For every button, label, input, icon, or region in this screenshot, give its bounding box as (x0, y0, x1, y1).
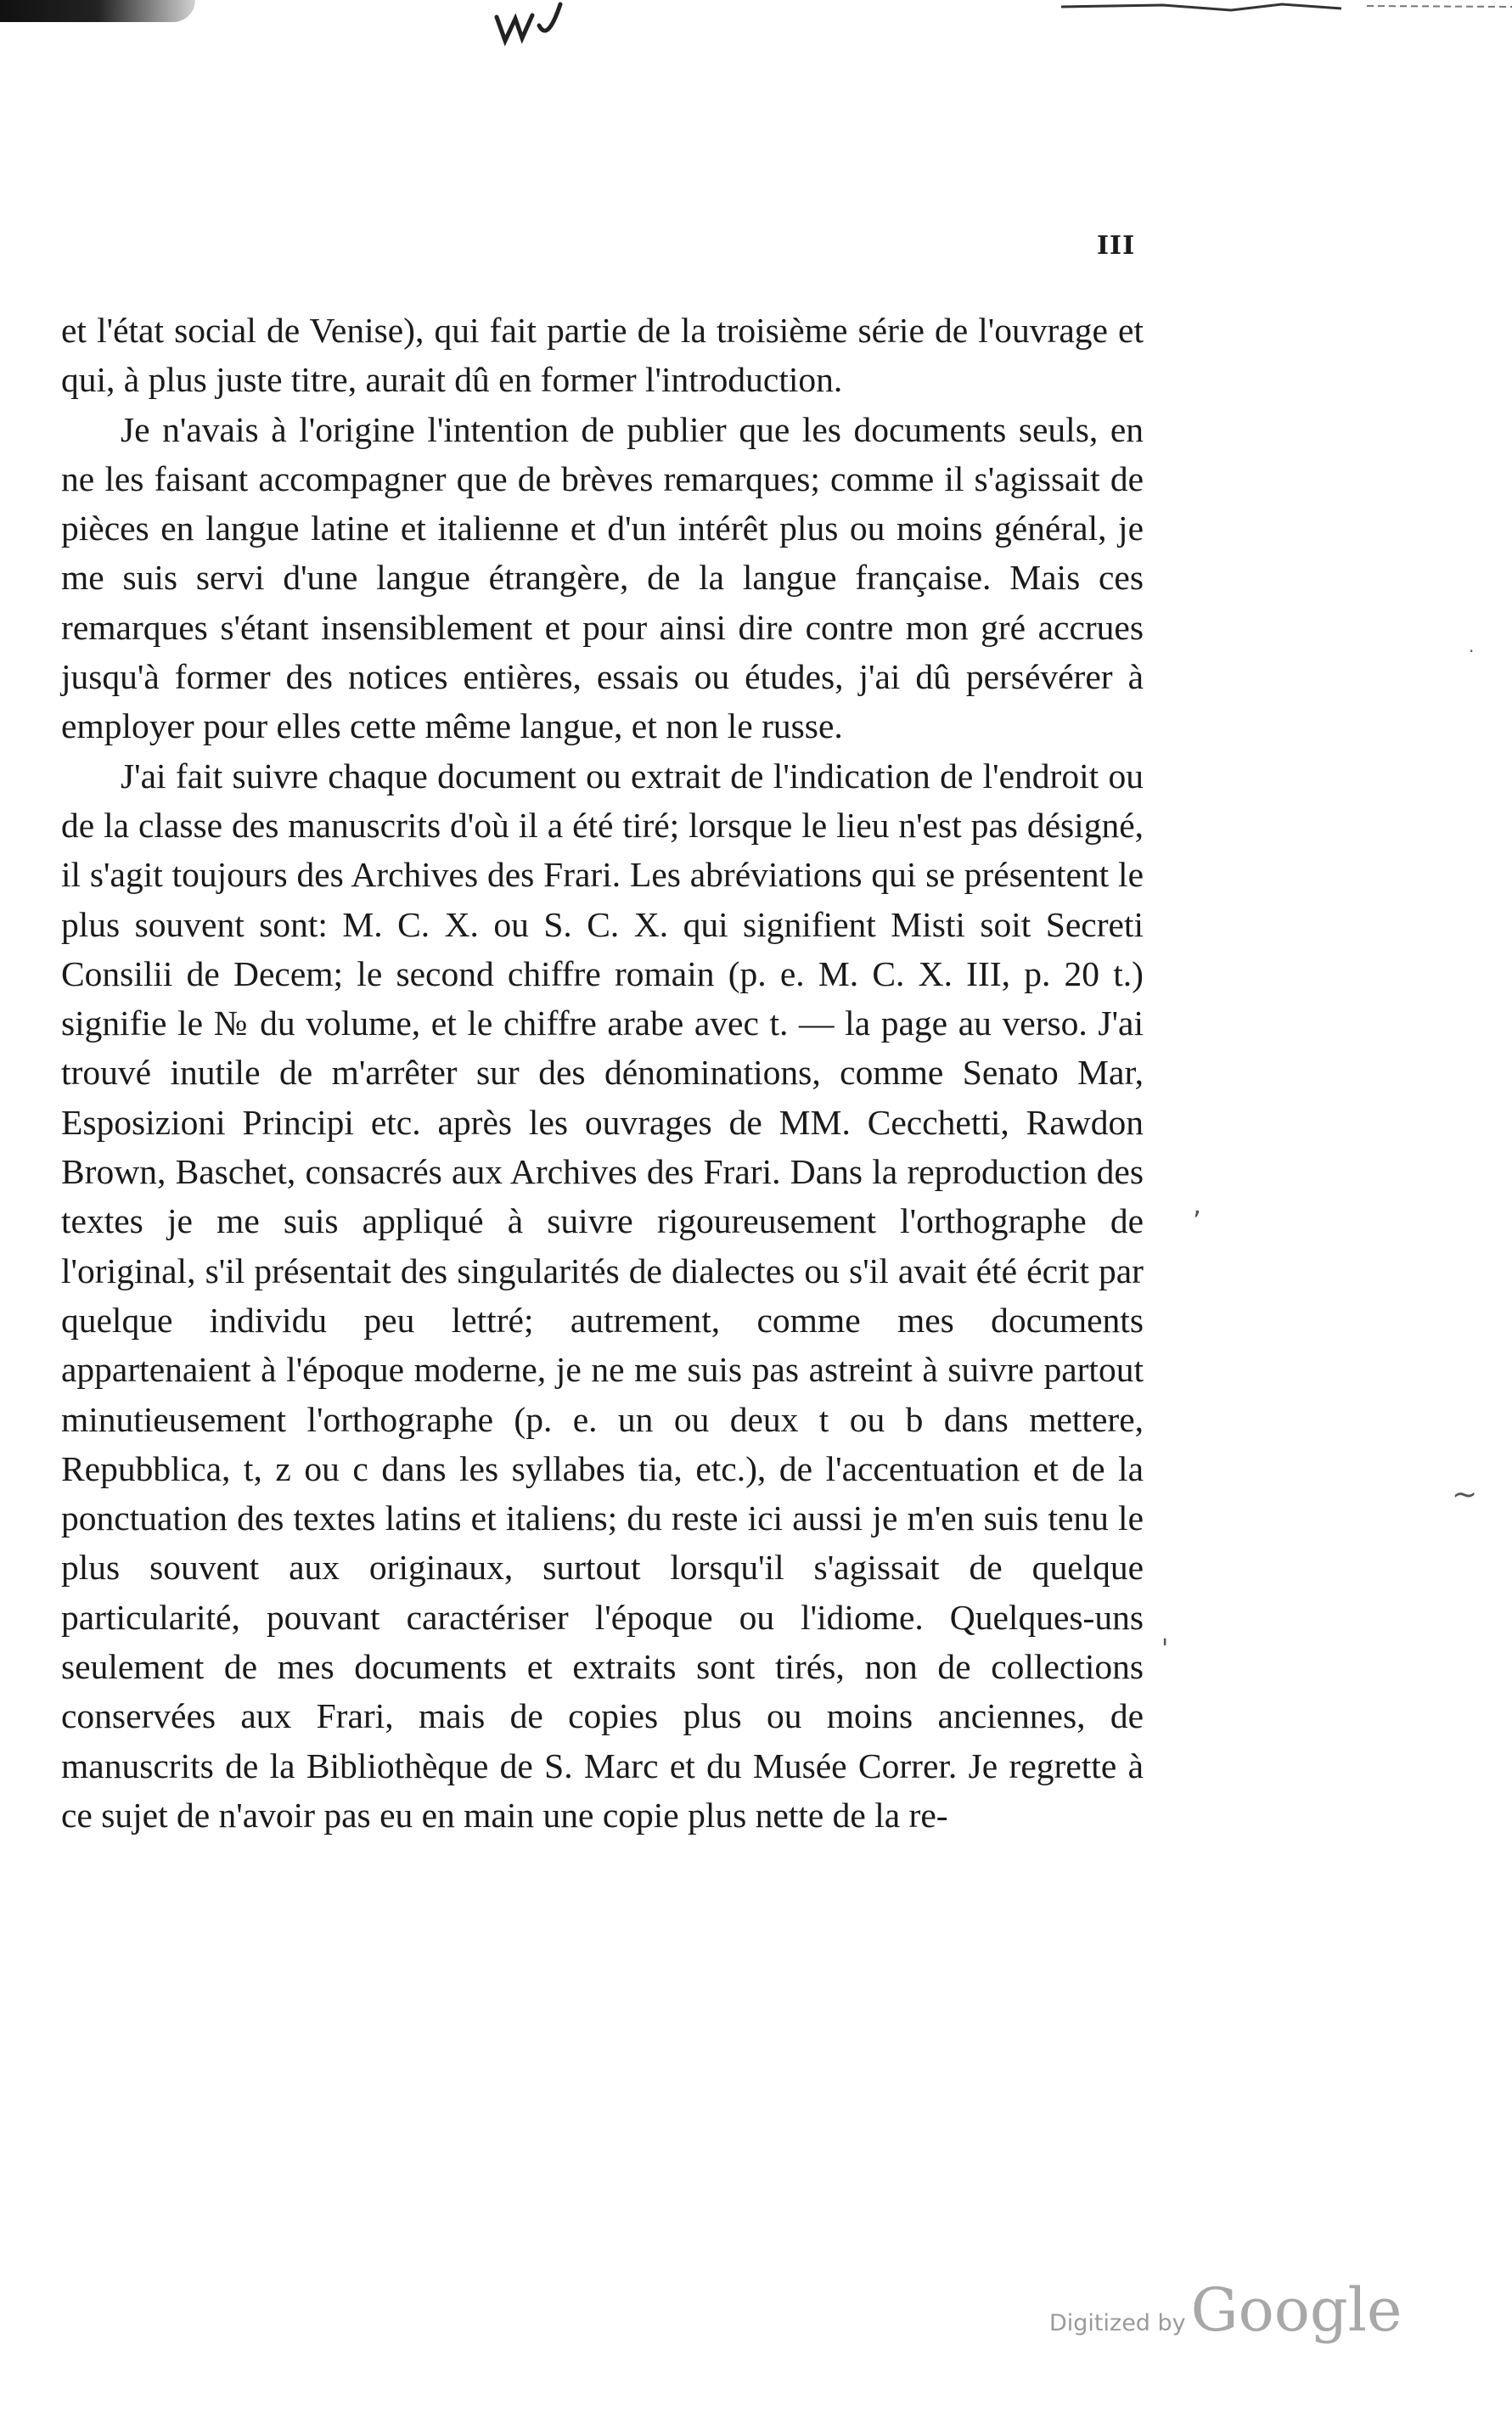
body-text (61, 306, 1144, 1840)
scan-artifact-top-middle (488, 0, 573, 47)
margin-tick-mark: , (1193, 1189, 1202, 1221)
margin-bar-mark: ' (1161, 1634, 1169, 1664)
google-watermark (1049, 2275, 1402, 2345)
watermark-prefix: Digitized by (1049, 2310, 1186, 2336)
scan-artifact-top-left (0, 0, 195, 22)
scan-artifact-top-right (1061, 2, 1512, 14)
margin-dash-mark: ~ (1452, 1477, 1478, 1512)
paragraph-2: Je n'avais à l'origine l'intention de publier que les documents seuls, en ne les faisant accompagner que de brèves remarques; comme il s'agissait de pièces en langue latine et italienne et d'un intérêt plus ou moins général, je me suis servi d'une langue étrangère, de la langue française. Mais ces remarques s'étant insensiblement et pour ainsi dire contre mon gré accrues jusqu'à former des notices entières, essais ou études, j'ai dû persévérer à employer pour elles cette même langue, et non le russe. (61, 409, 1144, 746)
paragraph-1: et l'état social de Venise), qui fait partie de la troisième série de l'ouvrage et qui, à plus juste titre, aurait dû en former l'introduction. (61, 311, 1144, 400)
paragraph-3: J'ai fait suivre chaque document ou extrait de l'indication de l'endroit ou de la classe des manuscrits d'où il a été tiré; lorsque le lieu n'est pas désigné, il s'agit toujours des Archives des Frari. Les abréviations qui se présentent le plus souvent sont: M. C. X. ou S. C. X. qui signifient Misti soit Secreti Consilii de Decem; le second chiffre romain (p. e. M. C. X. III, p. 20 t.) signifie le № du volume, et le chiffre arabe avec t. — la page au verso. J'ai trouvé inutile de m'arrêter sur des dénominations, comme Senato Mar, Esposizioni Principi etc. après les ouvrages de MM. Cecchetti, Rawdon Brown, Baschet, consacrés aux Archives des Frari. Dans la reproduction des textes je me suis appliqué à suivre rigoureusement l'orthographe de l'original, s'il présentait des singularités de dialectes ou s'il avait été écrit par quelque individu peu lettré; autrement, comme mes documents appartenaient à l'époque moderne, je ne me suis pas astreint à suivre partout minutieusement l'orthographe (p. e. un ou deux t ou b dans mettere, Repubblica, t, z ou c dans les syllabes tia, etc.), de l'accentuation et de la ponctuation des textes latins et italiens; du reste ici aussi je m'en suis tenu le plus souvent aux originaux, surtout lorsqu'il s'agissait de quelque particularité, pouvant caractériser l'époque ou l'idiome. Quelques-uns seulement de mes documents et extraits sont tirés, non de collections conservées aux Frari, mais de copies plus ou moins anciennes, de manuscrits de la Bibliothèque de S. Marc et du Musée Correr. Je regrette à ce sujet de n'avoir pas eu en main une copie plus nette de la re- (61, 756, 1144, 1835)
google-logo: Google (1190, 2275, 1402, 2345)
page-number: III (1097, 231, 1136, 261)
margin-dot-mark: · (1469, 641, 1475, 661)
